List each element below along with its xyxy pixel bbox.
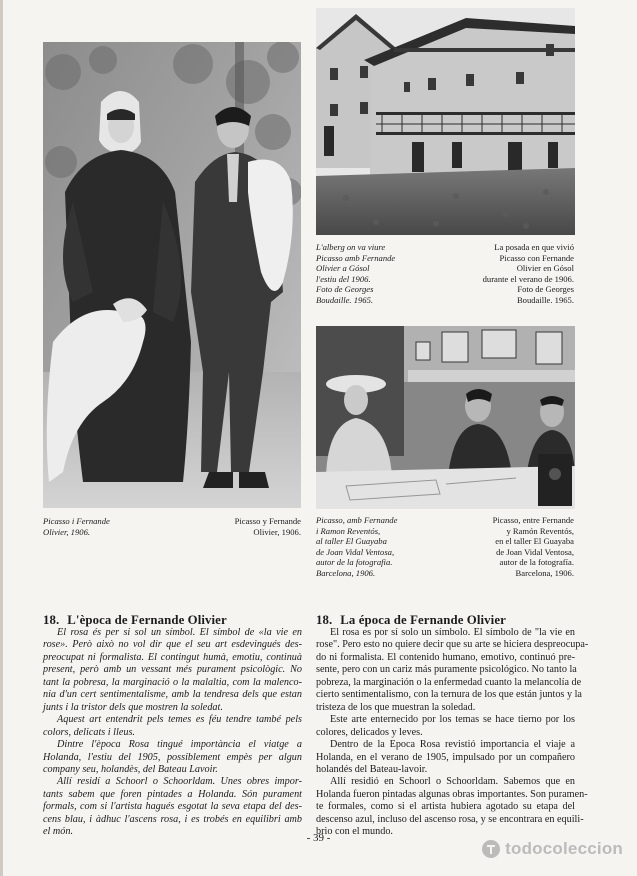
text-line: tants sabem que foren pintades a Holanda. Són purament bbox=[43, 788, 302, 800]
inn-photo bbox=[316, 8, 575, 235]
page-edge bbox=[0, 0, 3, 876]
studio-photo-art bbox=[316, 326, 575, 509]
text-line: Dentro de la Epoca Rosa revistió importancia el viaje a bbox=[330, 739, 575, 751]
text-line: rose». Però això no vol dir que el seu art esdevingués des- bbox=[43, 639, 302, 651]
text-line: tristeza de los que muestran la soledad. bbox=[316, 701, 476, 713]
text-line: Holanda fueron pintadas algunas obras importantes. Son puramen- bbox=[316, 788, 588, 800]
watermark-text: todocoleccion bbox=[505, 839, 623, 858]
text-line: rose". Pero esto no quiere decir que su arte se hiciera despreocupa- bbox=[316, 639, 589, 651]
text-line: El rosa es por sí solo un símbolo. El símbolo de "la vie en bbox=[330, 627, 575, 638]
studio-caption-ca: Picasso, amb Fernande i Ramon Reventós, al taller El Guayaba de Joan Vidal Ventosa, autor de la fotografia. Barcelona, 1906. bbox=[316, 515, 398, 578]
text-line: Allí residí a Schoorl o Schoorldam. Unes obres impor- bbox=[57, 776, 302, 788]
text-line: Este arte enternecido por los temas se hace tierno por los bbox=[330, 714, 575, 726]
text-line: sente, pero con un cariz más puramente psicológico. No tanto la bbox=[316, 664, 577, 676]
section-number: 18. bbox=[43, 613, 60, 627]
text-line: preocupat ni formalista. El contingut humà, emotiu, continuà bbox=[43, 651, 302, 663]
text-line: company seu, holandès, del Bateau Lavoir. bbox=[43, 763, 218, 775]
portrait-photo-art bbox=[43, 42, 301, 508]
tc-logo-icon bbox=[481, 839, 501, 859]
portrait-caption-es: Picasso y Fernande Olivier, 1906. bbox=[234, 516, 301, 537]
section-title: L'època de Fernande Olivier bbox=[67, 613, 227, 627]
text-line: formals, com si l'artista hagués esgotat la seva etapa del des- bbox=[43, 801, 302, 813]
text-line: descenso azul, incluso del ascenso rosa, y se encontrara en equili- bbox=[316, 813, 584, 825]
text-line: Dintre l'època Rosa tingué importància el viatge a bbox=[57, 739, 302, 751]
section-number: 18. bbox=[316, 613, 333, 627]
text-line: El rosa és per si sol un símbol. El símbol de «la vie en bbox=[57, 627, 302, 638]
studio-caption-es: Picasso, entre Fernande y Ramón Reventós, en el taller El Guayaba de Joan Vidal Ventosa, autor de la fotografía. Barcelona, 1906. bbox=[492, 515, 574, 578]
text-line: present, però amb un vessant més purament psicològic. No bbox=[43, 664, 302, 676]
section-heading-ca bbox=[43, 613, 227, 628]
inn-caption-es: La posada en que vivió Picasso con Fernande Olivier en Gósol durante el verano de 1906. Foto de Georges Boudaille. 1965. bbox=[482, 242, 574, 305]
page-number: - 39 - bbox=[306, 832, 331, 844]
text-line: Holanda, l'estiu del 1905, possiblement empès per algun bbox=[43, 751, 302, 763]
text-line: junts i la tristor dels que mostren la soledat. bbox=[43, 701, 223, 713]
text-line: cierto sentimentalismo, con la ternura de los que están juntos y la bbox=[316, 689, 582, 701]
inn-caption-ca: L'alberg on va viure Picasso amb Fernande Olivier a Gósol l'estiu del 1906. Foto de Georges Boudaille. 1965. bbox=[316, 242, 396, 305]
text-line: do ni formalista. El contenido humano, emotivo, continuó pre- bbox=[316, 651, 575, 663]
text-line: colors, delicats i lleus. bbox=[43, 726, 135, 738]
text-line: Allí residió en Schoorl o Schoorldam. Sabemos que en bbox=[330, 776, 575, 788]
text-line: brio con el mundo. bbox=[316, 826, 393, 838]
text-line: colores, delicados y leves. bbox=[316, 726, 423, 738]
text-line: pobreza, la marginación o la enfermedad cuanto la melancolía de bbox=[316, 676, 582, 688]
inn-photo-art bbox=[316, 8, 575, 235]
text-line: cens blau, i àdhuc l'ascens rosa, i es trobés en equilibri amb bbox=[43, 813, 302, 825]
text-line: el món. bbox=[43, 826, 73, 838]
text-line: Holanda, en el verano de 1905, impulsado por un compañero bbox=[316, 751, 575, 763]
article-body-es bbox=[316, 627, 589, 839]
portrait-photo bbox=[43, 42, 301, 508]
studio-photo bbox=[316, 326, 575, 509]
text-line: tant la pobresa, la marginació o la malaltia, com la malenco- bbox=[43, 676, 302, 688]
watermark bbox=[481, 838, 623, 860]
article-body-ca bbox=[43, 627, 302, 839]
portrait-caption-ca: Picasso i Fernande Olivier, 1906. bbox=[43, 516, 110, 537]
text-line: nia d'un cert sentimentalisme, amb la tendresa dels que estan bbox=[43, 689, 302, 701]
text-line: te formales, como si el artista hubiera agotado su etapa del bbox=[316, 801, 575, 813]
text-line: holandés del Bateau-lavoir. bbox=[316, 763, 428, 775]
text-line: Aquest art entendrit pels temes es féu tendre també pels bbox=[57, 714, 302, 726]
section-title: La época de Fernande Olivier bbox=[340, 613, 506, 627]
section-heading-es bbox=[316, 613, 506, 628]
